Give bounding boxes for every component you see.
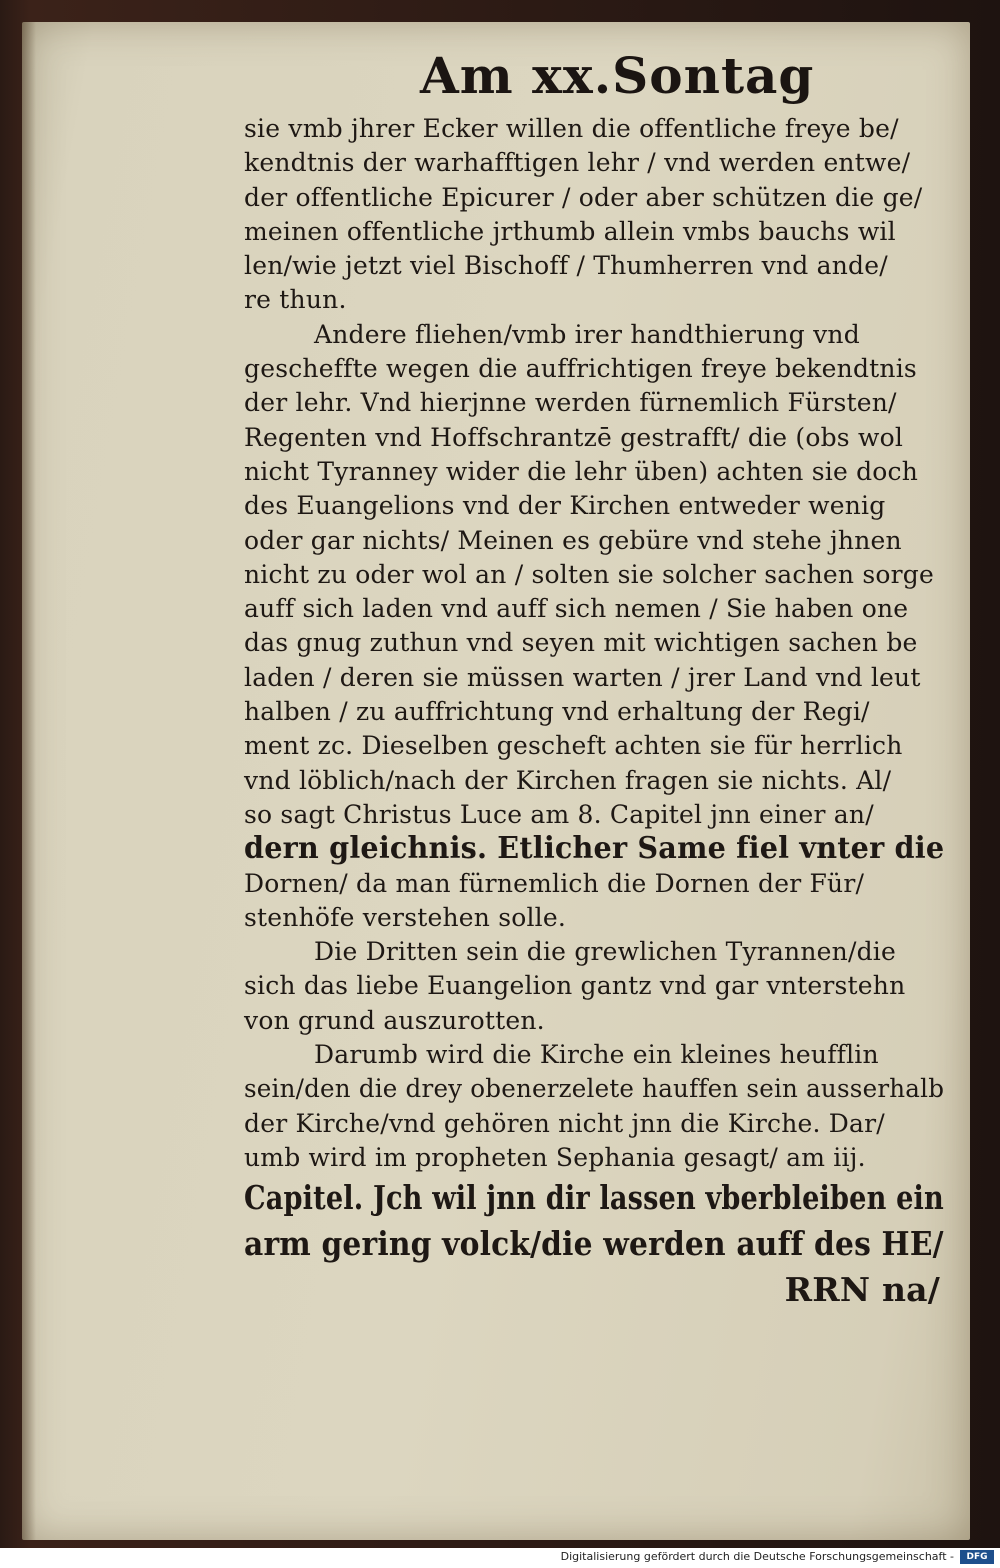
text-line: Andere fliehen/vmb irer handthierung vnd bbox=[314, 319, 860, 349]
text-line: Dornen/ da man fürnemlich die Dornen der Für/ bbox=[244, 868, 865, 898]
text-line: kendtnis der warhafftigen lehr / vnd werden entwe/ bbox=[244, 148, 911, 178]
text-line: meinen offentliche jrthumb allein vmbs bauchs wil bbox=[244, 216, 896, 246]
dfg-logo: DFG bbox=[960, 1550, 994, 1564]
text-line: ment zc. Dieselben gescheft achten sie für herrlich bbox=[244, 731, 903, 761]
text-line: Darumb wird die Kirche ein kleines heufflin bbox=[314, 1040, 879, 1070]
running-head: Am xx.Sontag bbox=[420, 46, 815, 105]
text-line: oder gar nichts/ Meinen es gebüre vnd stehe jhnen bbox=[244, 525, 902, 555]
text-line: Die Dritten sein die grewlichen Tyrannen/die bbox=[314, 937, 896, 967]
text-line: stenhöfe verstehen solle. bbox=[244, 902, 567, 932]
text-line: das gnug zuthun vnd seyen mit wichtigen sachen be bbox=[244, 628, 918, 658]
text-line: sein/den die drey obenerzelete hauffen sein ausserhalb bbox=[244, 1074, 945, 1104]
text-line: re thun. bbox=[244, 285, 347, 315]
text-line: arm gering volck/die werden auff des HE/ bbox=[244, 1224, 944, 1264]
text-line: nicht zu oder wol an / solten sie solcher sachen sorge bbox=[244, 559, 934, 589]
text-line: auff sich laden vnd auff sich nemen / Sie haben one bbox=[244, 594, 909, 624]
text-block bbox=[244, 112, 944, 1313]
text-line: vnd löblich/nach der Kirchen fragen sie nichts. Al/ bbox=[244, 765, 892, 795]
text-line: len/wie jetzt viel Bischoff / Thumherren vnd ande/ bbox=[244, 251, 888, 281]
text-line: gescheffte wegen die auffrichtigen freye bekendtnis bbox=[244, 354, 917, 384]
text-line: laden / deren sie müssen warten / jrer Land vnd leut bbox=[244, 662, 921, 692]
text-line: umb wird im propheten Sephania gesagt/ am iij. bbox=[244, 1142, 866, 1172]
text-line: der Kirche/vnd gehören nicht jnn die Kirche. Dar/ bbox=[244, 1108, 885, 1138]
text-line: von grund auszurotten. bbox=[244, 1005, 545, 1035]
text-line: sie vmb jhrer Ecker willen die offentliche freye be/ bbox=[244, 114, 899, 143]
text-line: so sagt Christus Luce am 8. Capitel jnn einer an/ bbox=[244, 799, 874, 829]
text-line: halben / zu auffrichtung vnd erhaltung der Regi/ bbox=[244, 697, 870, 727]
text-line: RRN na/ bbox=[784, 1270, 940, 1310]
text-line: Regenten vnd Hoffschrantzē gestrafft/ die (obs wol bbox=[244, 422, 904, 452]
text-line: Capitel. Jch wil jnn dir lassen vberbleiben ein bbox=[244, 1178, 944, 1218]
text-line: nicht Tyranney wider die lehr üben) achten sie doch bbox=[244, 456, 919, 486]
text-line: sich das liebe Euangelion gantz vnd gar vnterstehn bbox=[244, 971, 906, 1001]
footer-credit: Digitalisierung gefördert durch die Deutsche Forschungsgemeinschaft - bbox=[560, 1550, 954, 1563]
text-line: der offentliche Epicurer / oder aber schützen die ge/ bbox=[244, 182, 923, 212]
text-line: der lehr. Vnd hierjnne werden fürnemlich Fürsten/ bbox=[244, 388, 897, 418]
text-line: dern gleichnis. Etlicher Same fiel vnter die bbox=[244, 831, 945, 867]
text-line: des Euangelions vnd der Kirchen entweder wenig bbox=[244, 491, 886, 521]
